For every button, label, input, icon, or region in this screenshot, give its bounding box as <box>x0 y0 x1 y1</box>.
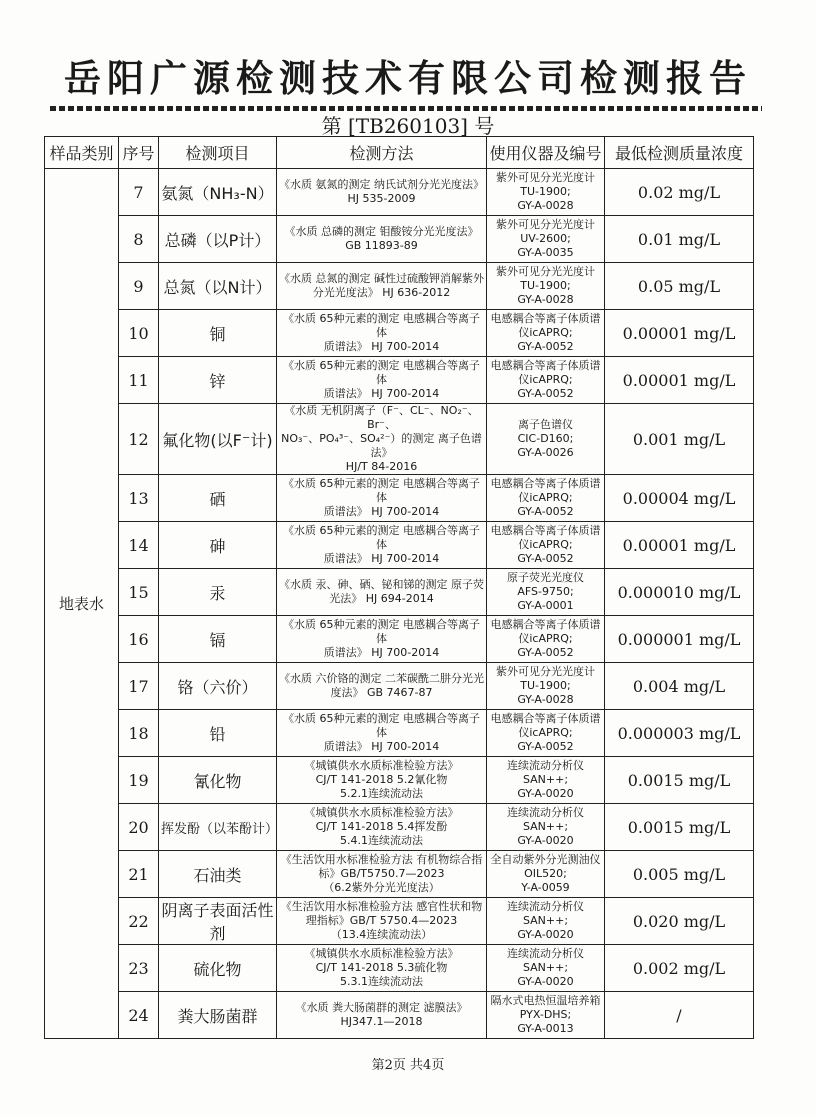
method-line: 《生活饮用水标准检验方法 感官性状和物 <box>280 900 483 913</box>
table-row <box>45 263 754 310</box>
table-header-row <box>45 137 754 169</box>
column-header: 检测项目 <box>159 137 277 169</box>
test-method <box>277 710 487 757</box>
method-line: HJ/T 84-2016 <box>345 460 418 473</box>
instrument-line: OIL520; <box>524 867 567 880</box>
test-item: 锌 <box>159 357 277 404</box>
test-item: 铜 <box>159 310 277 357</box>
method-line: 《水质 氨氮的测定 纳氏试剂分光光度法》 <box>279 178 484 191</box>
method-line: 《城镇供水水质标准检验方法》 <box>304 806 459 819</box>
instrument <box>487 475 605 522</box>
instrument-line: GY-A-0020 <box>517 928 574 941</box>
instrument-line: GY-A-0001 <box>517 599 574 612</box>
detection-limit: 0.002 mg/L <box>605 945 754 992</box>
instrument-line: GY-A-0026 <box>517 446 574 459</box>
test-item: 阴离子表面活性剂 <box>159 898 277 945</box>
instrument-line: UV-2600; <box>520 232 571 245</box>
instrument-line: 紫外可见分光光度计 <box>496 171 595 184</box>
instrument-line: 电感耦合等离子体质谱 <box>490 477 601 490</box>
instrument-line: GY-A-0020 <box>517 975 574 988</box>
test-item: 总氮（以N计） <box>159 263 277 310</box>
method-line: GB 11893-89 <box>345 239 418 252</box>
instrument-line: TU-1900; <box>520 679 571 692</box>
instrument-line: GY-A-0035 <box>517 246 574 259</box>
instrument-line: 隔水式电热恒温培养箱 <box>490 994 601 1007</box>
method-line: 分光光度法》 HJ 636-2012 <box>312 286 451 299</box>
test-method <box>277 616 487 663</box>
instrument-line: CIC-D160; <box>517 432 574 445</box>
detection-limit: 0.0015 mg/L <box>605 804 754 851</box>
instrument-line: 连续流动分析仪 <box>507 947 584 960</box>
instrument <box>487 263 605 310</box>
test-method <box>277 804 487 851</box>
instrument-line: 电感耦合等离子体质谱 <box>490 524 601 537</box>
test-item: 粪大肠菌群 <box>159 992 277 1039</box>
instrument-line: SAN++; <box>522 773 569 786</box>
method-line: 《水质 汞、砷、硒、铋和锑的测定 原子荧 <box>279 578 484 591</box>
detection-limit: 0.02 mg/L <box>605 169 754 216</box>
method-line: 质谱法》 HJ 700-2014 <box>323 552 440 565</box>
method-line: 《水质 65种元素的测定 电感耦合等离子体 <box>283 477 480 504</box>
method-line: 《水质 65种元素的测定 电感耦合等离子体 <box>283 359 480 386</box>
sequence-number: 16 <box>119 616 159 663</box>
test-method <box>277 310 487 357</box>
method-line: 《水质 六价铬的测定 二苯碳酰二肼分光光 <box>279 672 484 685</box>
column-header: 使用仪器及编号 <box>487 137 605 169</box>
table-row <box>45 663 754 710</box>
instrument-line: 电感耦合等离子体质谱 <box>490 618 601 631</box>
detection-limit: 0.00001 mg/L <box>605 522 754 569</box>
sequence-number: 12 <box>119 404 159 475</box>
detection-limit: 0.0015 mg/L <box>605 757 754 804</box>
detection-limit: 0.01 mg/L <box>605 216 754 263</box>
instrument <box>487 169 605 216</box>
method-line: CJ/T 141-2018 5.3硫化物 <box>315 961 448 974</box>
detection-limit: 0.00001 mg/L <box>605 310 754 357</box>
instrument-line: 仪icAPRQ; <box>518 491 573 504</box>
instrument-line: AFS-9750; <box>517 585 574 598</box>
table-row <box>45 710 754 757</box>
instrument-line: 离子色谱仪 <box>518 418 573 431</box>
instrument-line: GY-A-0052 <box>517 387 574 400</box>
method-line: 《城镇供水水质标准检验方法》 <box>304 759 459 772</box>
instrument-line: 连续流动分析仪 <box>507 900 584 913</box>
method-line: 质谱法》 HJ 700-2014 <box>323 387 440 400</box>
detection-limit: 0.000001 mg/L <box>605 616 754 663</box>
test-item: 铅 <box>159 710 277 757</box>
test-methods-table <box>44 136 754 1039</box>
page-number: 第2页 共4页 <box>371 1058 445 1073</box>
instrument-line: 电感耦合等离子体质谱 <box>490 712 601 725</box>
method-line: 《水质 65种元素的测定 电感耦合等离子体 <box>283 524 480 551</box>
test-method <box>277 757 487 804</box>
test-item: 挥发酚（以苯酚计） <box>159 804 277 851</box>
instrument-line: 紫外可见分光光度计 <box>496 218 595 231</box>
sequence-number: 9 <box>119 263 159 310</box>
instrument <box>487 804 605 851</box>
method-line: 《水质 65种元素的测定 电感耦合等离子体 <box>283 312 480 339</box>
table-row <box>45 898 754 945</box>
test-item: 铬（六价） <box>159 663 277 710</box>
method-line: 光法》 HJ 694-2014 <box>329 592 434 605</box>
test-method <box>277 475 487 522</box>
instrument-line: 电感耦合等离子体质谱 <box>490 359 601 372</box>
table-row <box>45 310 754 357</box>
table-row <box>45 569 754 616</box>
test-method <box>277 169 487 216</box>
method-line: 质谱法》 HJ 700-2014 <box>323 646 440 659</box>
instrument-line: GY-A-0052 <box>517 552 574 565</box>
table-row <box>45 945 754 992</box>
instrument-line: SAN++; <box>522 820 569 833</box>
instrument-line: SAN++; <box>522 914 569 927</box>
column-header: 样品类别 <box>45 137 119 169</box>
method-line: CJ/T 141-2018 5.4挥发酚 <box>315 820 448 833</box>
method-line: 《水质 无机阴离子（F⁻、CL⁻、NO₂⁻、Br⁻、 <box>284 404 479 431</box>
instrument-line: GY-A-0028 <box>517 199 574 212</box>
sequence-number: 21 <box>119 851 159 898</box>
test-method <box>277 263 487 310</box>
instrument-line: 仪icAPRQ; <box>518 326 573 339</box>
method-line: （6.2紫外分光光度法） <box>323 881 440 894</box>
method-line: 《水质 65种元素的测定 电感耦合等离子体 <box>283 712 480 739</box>
method-line: 《水质 总磷的测定 钼酸铵分光光度法》 <box>284 225 479 238</box>
detection-limit: 0.05 mg/L <box>605 263 754 310</box>
method-line: 《水质 65种元素的测定 电感耦合等离子体 <box>283 618 480 645</box>
sequence-number: 22 <box>119 898 159 945</box>
detection-limit: 0.004 mg/L <box>605 663 754 710</box>
test-method <box>277 522 487 569</box>
instrument-line: 仪icAPRQ; <box>518 632 573 645</box>
detection-limit: 0.000010 mg/L <box>605 569 754 616</box>
detection-limit: 0.00001 mg/L <box>605 357 754 404</box>
instrument <box>487 898 605 945</box>
table-row <box>45 616 754 663</box>
column-header: 序号 <box>119 137 159 169</box>
sequence-number: 19 <box>119 757 159 804</box>
instrument <box>487 992 605 1039</box>
table-row <box>45 475 754 522</box>
method-line: CJ/T 141-2018 5.2氰化物 <box>315 773 448 786</box>
method-line: HJ 535-2009 <box>347 192 416 205</box>
test-item: 汞 <box>159 569 277 616</box>
instrument <box>487 310 605 357</box>
instrument <box>487 616 605 663</box>
sequence-number: 14 <box>119 522 159 569</box>
method-line: NO₃⁻、PO₄³⁻、SO₄²⁻）的测定 离子色谱法》 <box>281 432 482 459</box>
detection-limit: 0.005 mg/L <box>605 851 754 898</box>
instrument-line: Y-A-0059 <box>521 881 570 894</box>
table-row <box>45 404 754 475</box>
instrument-line: 紫外可见分光光度计 <box>496 265 595 278</box>
detection-limit: 0.001 mg/L <box>605 404 754 475</box>
sequence-number: 24 <box>119 992 159 1039</box>
test-method <box>277 663 487 710</box>
instrument-line: 仪icAPRQ; <box>518 538 573 551</box>
test-item: 镉 <box>159 616 277 663</box>
instrument <box>487 757 605 804</box>
test-method <box>277 945 487 992</box>
instrument-line: 紫外可见分光光度计 <box>496 665 595 678</box>
table-row <box>45 357 754 404</box>
sample-category: 地表水 <box>45 169 119 1039</box>
instrument <box>487 569 605 616</box>
instrument-line: GY-A-0028 <box>517 293 574 306</box>
method-line: 5.4.1连续流动法 <box>340 834 423 847</box>
instrument <box>487 357 605 404</box>
detection-limit: / <box>605 992 754 1039</box>
column-header: 最低检测质量浓度 <box>605 137 754 169</box>
method-line: 《生活饮用水标准检验方法 有机物综合指 <box>280 853 483 866</box>
detection-limit: 0.000003 mg/L <box>605 710 754 757</box>
table-row <box>45 804 754 851</box>
sequence-number: 23 <box>119 945 159 992</box>
instrument-line: GY-A-0020 <box>517 787 574 800</box>
sequence-number: 15 <box>119 569 159 616</box>
test-item: 氟化物(以F⁻计) <box>159 404 277 475</box>
test-item: 硫化物 <box>159 945 277 992</box>
sequence-number: 18 <box>119 710 159 757</box>
method-line: 度法》 GB 7467-87 <box>330 686 433 699</box>
instrument-line: TU-1900; <box>520 185 571 198</box>
test-item: 总磷（以P计） <box>159 216 277 263</box>
instrument-line: GY-A-0013 <box>517 1022 574 1035</box>
test-item: 砷 <box>159 522 277 569</box>
instrument-line: GY-A-0052 <box>517 340 574 353</box>
instrument-line: GY-A-0052 <box>517 740 574 753</box>
table-row <box>45 522 754 569</box>
table-row <box>45 216 754 263</box>
column-header: 检测方法 <box>277 137 487 169</box>
method-line: 《水质 总氮的测定 碱性过硫酸钾消解紫外 <box>279 272 484 285</box>
method-line: HJ347.1—2018 <box>340 1015 423 1028</box>
instrument-line: TU-1900; <box>520 279 571 292</box>
test-method <box>277 851 487 898</box>
instrument-line: GY-A-0020 <box>517 834 574 847</box>
instrument <box>487 945 605 992</box>
method-line: 《水质 粪大肠菌群的测定 滤膜法》 <box>295 1001 468 1014</box>
table-row <box>45 169 754 216</box>
test-item: 氨氮（NH₃-N） <box>159 169 277 216</box>
instrument-line: GY-A-0052 <box>517 646 574 659</box>
method-line: 标》GB/T5750.7—2023 <box>318 867 445 880</box>
sequence-number: 20 <box>119 804 159 851</box>
method-line: 5.3.1连续流动法 <box>340 975 423 988</box>
instrument <box>487 522 605 569</box>
method-line: （13.4连续流动法） <box>330 928 433 941</box>
test-method <box>277 404 487 475</box>
method-line: 质谱法》 HJ 700-2014 <box>323 340 440 353</box>
report-number: 第 [TB260103] 号 <box>321 114 495 138</box>
instrument-line: 仪icAPRQ; <box>518 373 573 386</box>
instrument <box>487 710 605 757</box>
instrument-line: 连续流动分析仪 <box>507 806 584 819</box>
sequence-number: 11 <box>119 357 159 404</box>
company-report-title: 岳阳广源检测技术有限公司检测报告 <box>64 57 752 100</box>
table-row <box>45 757 754 804</box>
test-item: 硒 <box>159 475 277 522</box>
instrument-line: 原子荧光光度仪 <box>507 571 584 584</box>
detection-limit: 0.00004 mg/L <box>605 475 754 522</box>
test-method <box>277 569 487 616</box>
instrument <box>487 851 605 898</box>
test-item: 氰化物 <box>159 757 277 804</box>
method-line: 《城镇供水水质标准检验方法》 <box>304 947 459 960</box>
method-line: 质谱法》 HJ 700-2014 <box>323 740 440 753</box>
instrument <box>487 404 605 475</box>
instrument-line: 全自动紫外分光测油仪 <box>490 853 601 866</box>
instrument-line: 电感耦合等离子体质谱 <box>490 312 601 325</box>
sequence-number: 7 <box>119 169 159 216</box>
instrument-line: 连续流动分析仪 <box>507 759 584 772</box>
sequence-number: 10 <box>119 310 159 357</box>
test-method <box>277 898 487 945</box>
instrument-line: SAN++; <box>522 961 569 974</box>
test-method <box>277 216 487 263</box>
sequence-number: 8 <box>119 216 159 263</box>
instrument-line: 仪icAPRQ; <box>518 726 573 739</box>
method-line: 理指标》GB/T 5750.4—2023 <box>305 914 458 927</box>
detection-limit: 0.020 mg/L <box>605 898 754 945</box>
table-row <box>45 992 754 1039</box>
test-method <box>277 992 487 1039</box>
test-method <box>277 357 487 404</box>
instrument <box>487 663 605 710</box>
method-line: 5.2.1连续流动法 <box>340 787 423 800</box>
instrument-line: PYX-DHS; <box>519 1008 572 1021</box>
method-line: 质谱法》 HJ 700-2014 <box>323 505 440 518</box>
instrument-line: GY-A-0052 <box>517 505 574 518</box>
sequence-number: 17 <box>119 663 159 710</box>
sequence-number: 13 <box>119 475 159 522</box>
test-item: 石油类 <box>159 851 277 898</box>
instrument <box>487 216 605 263</box>
instrument-line: GY-A-0028 <box>517 693 574 706</box>
table-row <box>45 851 754 898</box>
